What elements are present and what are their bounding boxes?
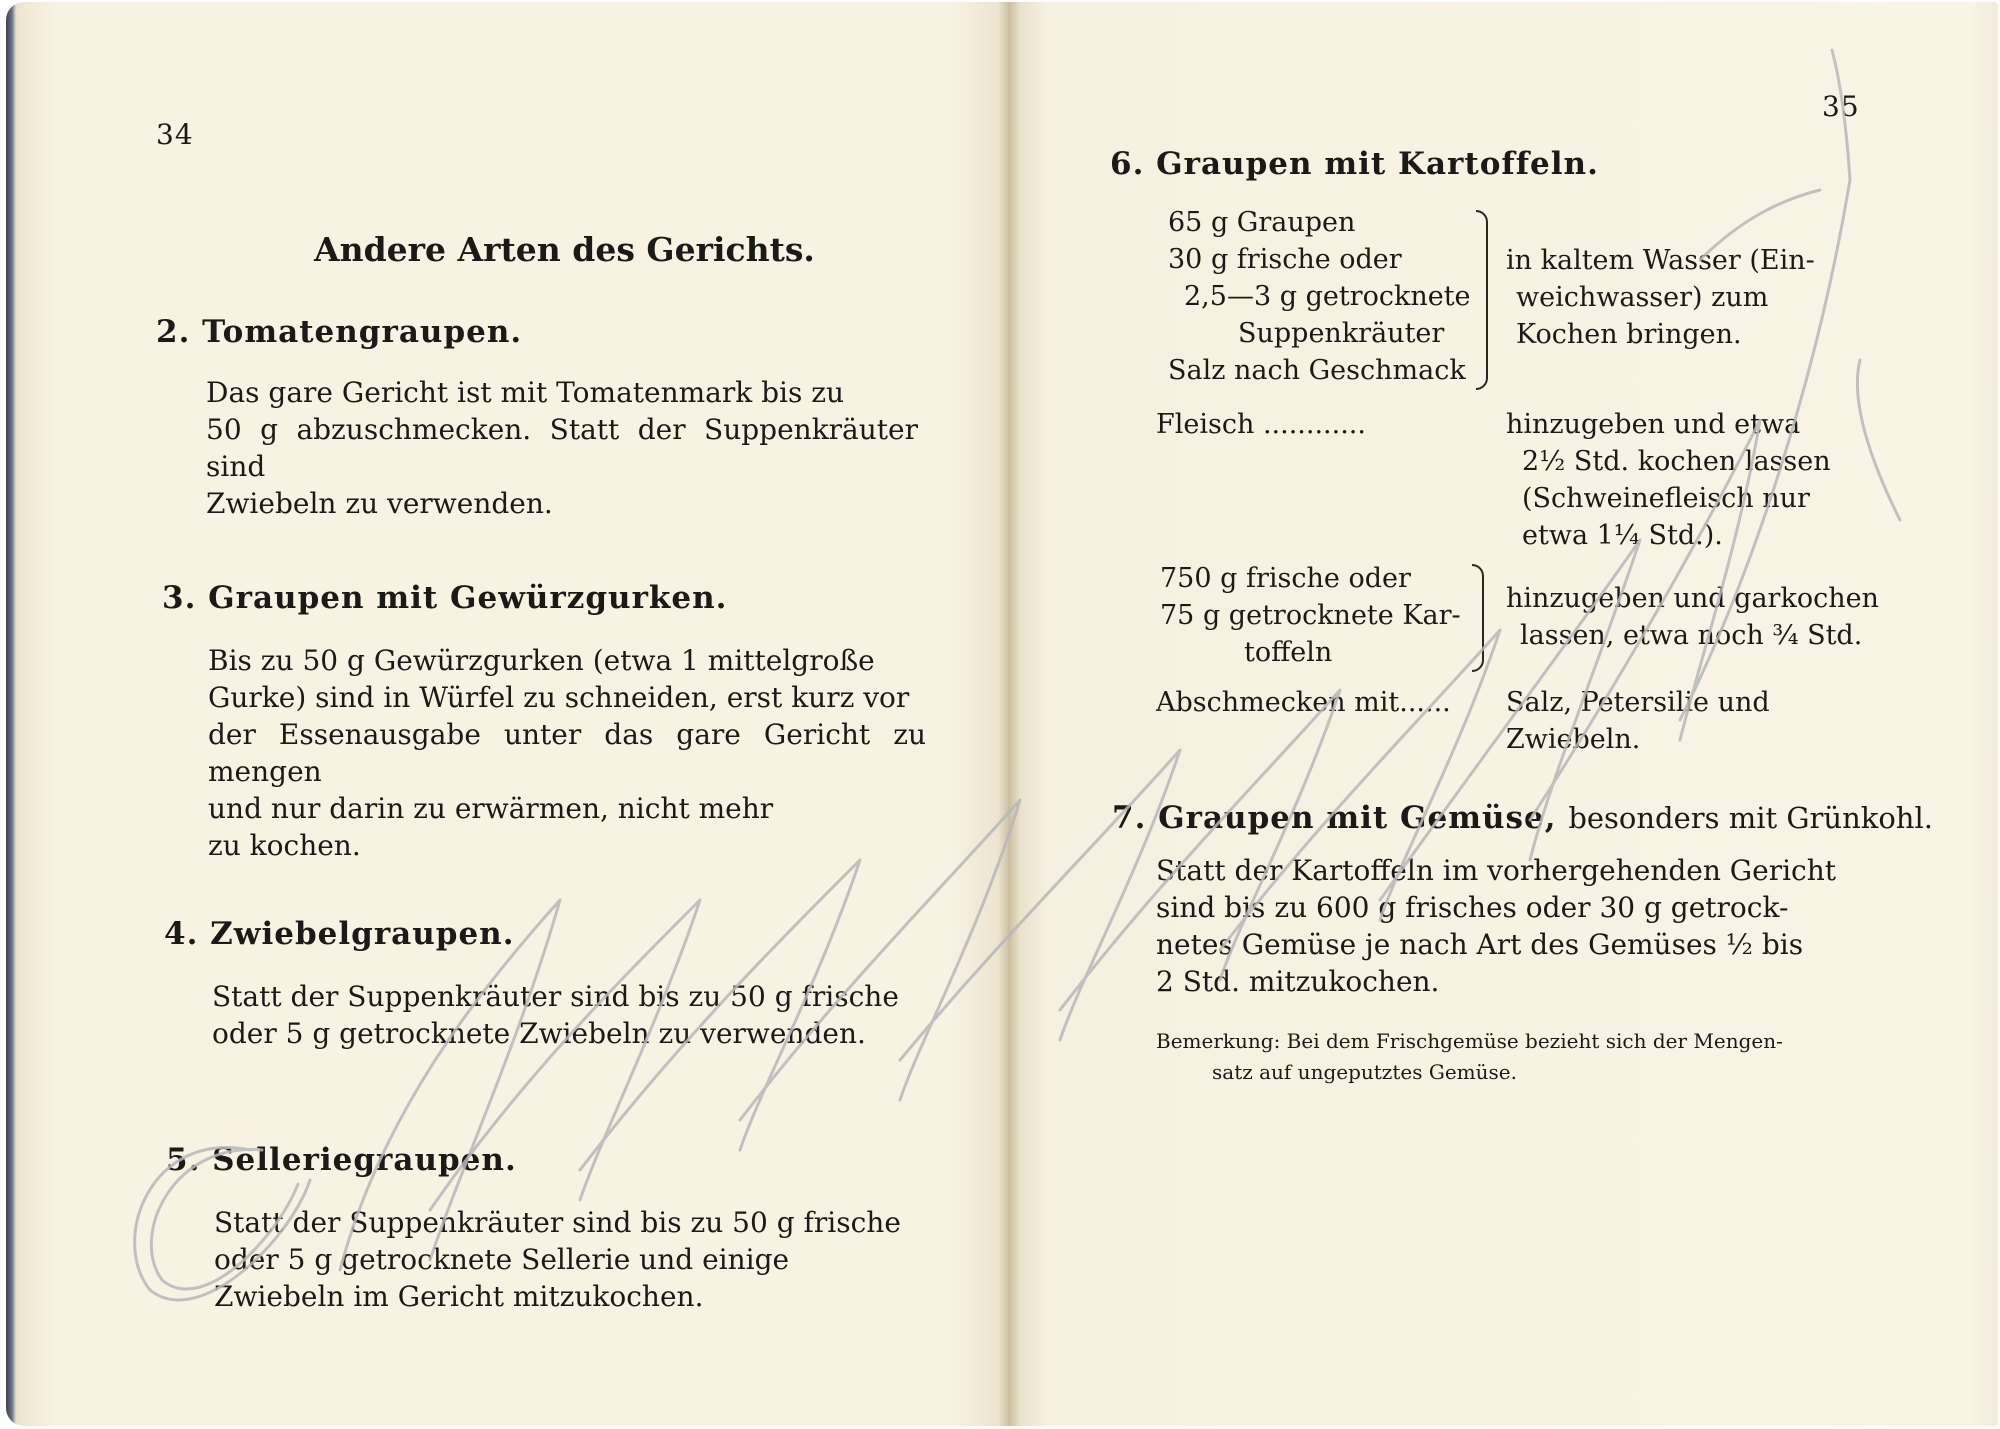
recipe-text-3: Bis zu 50 g Gewürzgurken (etwa 1 mittelgroße Gurke) sind in Würfel zu schneiden, erst kurz vor der Essenausgabe unter das gare Gericht zu mengen und nur darin zu erwärmen, nicht mehr zu kochen. <box>208 644 926 862</box>
ingredient-row-4: Abschmecken mit...... <box>1156 687 1451 718</box>
ingredient-row-2: Fleisch ............ <box>1156 409 1366 440</box>
instruction-row-4: Salz, Petersilie und Zwiebeln. <box>1506 687 1770 755</box>
recipe-text-2: Das gare Gericht ist mit Tomatenmark bis zu 50 g abzuschmecken. Statt der Suppenkräuter sind Zwiebeln zu verwenden. <box>206 376 918 520</box>
recipe-heading-4: 4. Zwiebelgraupen. <box>164 916 515 952</box>
open-book <box>6 2 1998 1426</box>
recipe-text-7: Statt der Kartoffeln im vorhergehenden Gericht sind bis zu 600 g frisches oder 30 g getrock- netes Gemüse je nach Art des Gemüses ½ bis 2 Std. mitzukochen. <box>1156 854 1837 998</box>
recipe-heading-3: 3. Graupen mit Gewürzgurken. <box>162 580 728 616</box>
recipe-heading-7: 7. Graupen mit Gemüse, besonders mit Grünkohl. <box>1112 800 1933 836</box>
brace-group-3 <box>1472 564 1484 672</box>
ingredient-group-3: 750 g frische oder 75 g getrocknete Kar- toffeln <box>1160 563 1461 668</box>
recipe-heading-6: 6. Graupen mit Kartoffeln. <box>1110 146 1599 182</box>
remark-note: Bemerkung: Bei dem Frischgemüse bezieht sich der Mengen- satz auf ungeputztes Gemüse. <box>1156 1029 1783 1084</box>
instruction-group-1: in kaltem Wasser (Ein- weichwasser) zum Kochen bringen. <box>1506 245 1815 350</box>
recipe-heading-5: 5. Selleriegraupen. <box>166 1142 517 1178</box>
recipe-heading-2: 2. Tomatengraupen. <box>156 314 523 350</box>
page-number-left: 34 <box>156 118 194 151</box>
book-gutter <box>998 2 1020 1426</box>
left-page <box>18 2 1008 1426</box>
right-page <box>1008 2 1998 1426</box>
instruction-group-3: hinzugeben und garkochen lassen, etwa noch ¾ Std. <box>1506 583 1879 651</box>
brace-group-1 <box>1476 210 1488 390</box>
ingredient-group-1: 65 g Graupen 30 g frische oder 2,5—3 g getrocknete Suppenkräuter Salz nach Geschmack <box>1168 207 1471 386</box>
instruction-row-2: hinzugeben und etwa 2½ Std. kochen lassen (Schweinefleisch nur etwa 1¼ Std.). <box>1506 409 1831 551</box>
recipe-text-4: Statt der Suppenkräuter sind bis zu 50 g frische oder 5 g getrocknete Zwiebeln zu verwenden. <box>212 980 899 1050</box>
section-title: Andere Arten des Gerichts. <box>314 230 815 269</box>
recipe-text-5: Statt der Suppenkräuter sind bis zu 50 g frische oder 5 g getrocknete Sellerie und einige Zwiebeln im Gericht mitzukochen. <box>214 1206 901 1313</box>
page-number-right: 35 <box>1822 90 1860 123</box>
